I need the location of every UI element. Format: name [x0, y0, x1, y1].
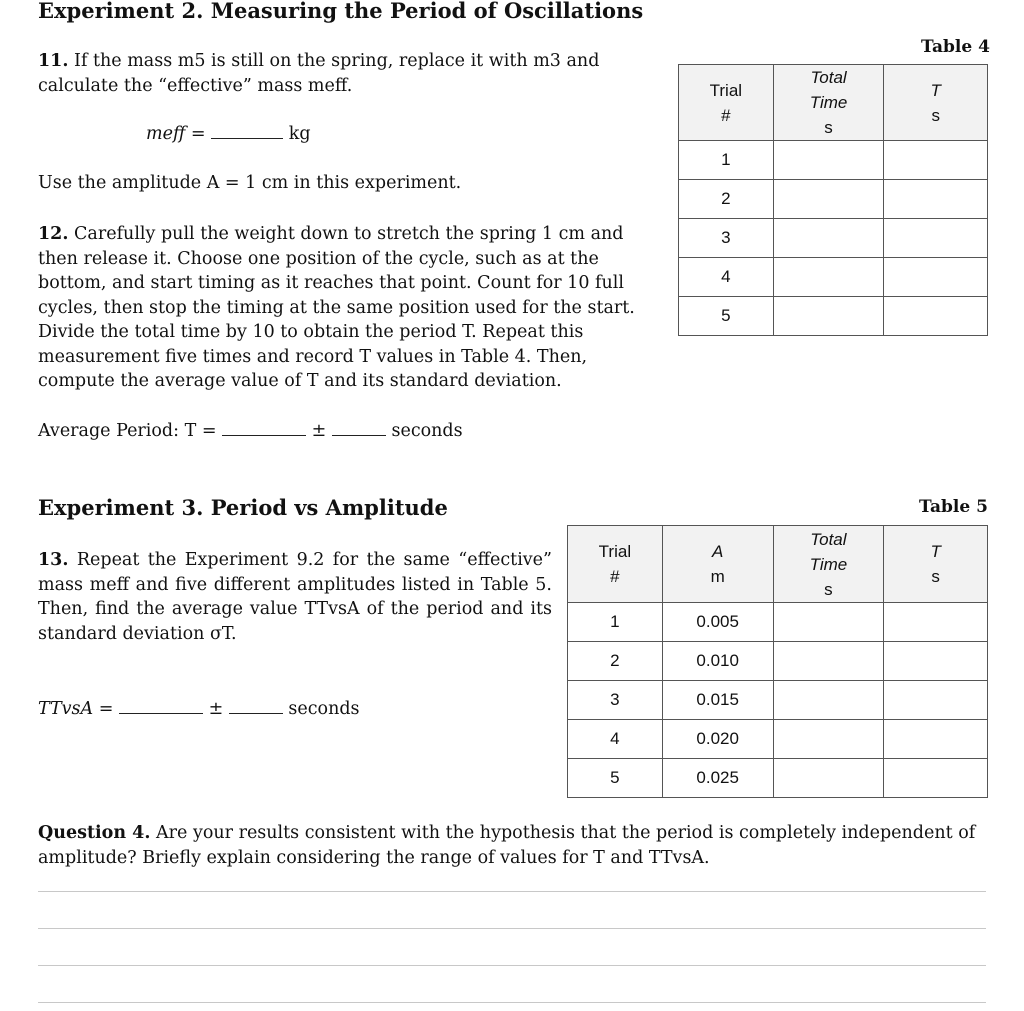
table5-total-time-cell[interactable]	[773, 681, 884, 720]
table-row	[679, 180, 988, 219]
table4-period-cell[interactable]	[884, 258, 988, 297]
table5	[567, 525, 988, 798]
answer-line[interactable]	[38, 928, 986, 929]
average-period-pm: ±	[311, 421, 327, 441]
table5-amplitude-cell: 0.010	[662, 642, 773, 681]
table5-amplitude-cell: 0.015	[662, 681, 773, 720]
table-row	[679, 258, 988, 297]
exp2-title: Experiment 2. Measuring the Period of Oscillations	[38, 0, 644, 23]
answer-line[interactable]	[38, 891, 986, 892]
table-row	[568, 642, 988, 681]
table-row	[568, 759, 988, 798]
table-row	[679, 219, 988, 258]
item-12-text: Carefully pull the weight down to stretch the spring 1 cm and then release it. Choose one position of the cycle, such as at the bottom, and start timing as it reaches that point. Count for 10 full cycles, then stop the timing at the same position used for the start. Divide the total time by 10 to obtain the period T. Repeat this measurement five times and record T values in Table 4. Then, compute the average value of T and its standard deviation.	[38, 224, 635, 391]
table4-trial-cell: 4	[679, 258, 774, 297]
table4-trial-cell: 5	[679, 297, 774, 336]
average-period-deviation-blank[interactable]	[332, 421, 386, 436]
table4-trial-cell: 2	[679, 180, 774, 219]
meff-line	[146, 124, 311, 144]
table5-total-time-cell[interactable]	[773, 759, 884, 798]
table5-trial-cell: 4	[568, 720, 663, 759]
tvsa-line	[38, 699, 360, 719]
tvsa-unit: seconds	[288, 699, 360, 719]
table4-period-cell[interactable]	[884, 141, 988, 180]
question-4	[38, 821, 998, 870]
table5-trial-cell: 3	[568, 681, 663, 720]
table4-period-cell[interactable]	[884, 180, 988, 219]
table5-header-row	[568, 526, 988, 603]
question-4-label: Question 4.	[38, 823, 151, 843]
table5-caption: Table 5	[919, 497, 988, 517]
item-13	[38, 548, 552, 646]
item-11-text: If the mass m5 is still on the spring, replace it with m3 and calculate the “effective” mass meff.	[38, 51, 600, 96]
table5-amplitude-cell: 0.025	[662, 759, 773, 798]
table5-amplitude-cell: 0.005	[662, 603, 773, 642]
table4-trial-cell: 1	[679, 141, 774, 180]
table4-period-cell[interactable]	[884, 297, 988, 336]
table4-total-time-cell[interactable]	[773, 258, 884, 297]
item-11-number: 11.	[38, 51, 69, 71]
average-period-label: Average Period: T =	[38, 421, 217, 441]
table5-period-cell[interactable]	[884, 642, 988, 681]
table4	[678, 64, 988, 336]
table4-total-time-cell[interactable]	[773, 219, 884, 258]
exp3-title: Experiment 3. Period vs Amplitude	[38, 495, 448, 520]
item-13-text: Repeat the Experiment 9.2 for the same “effective” mass meff and five different amplitudes listed in Table 5. Then, find the average value TTvsA of the period and its standard deviation σT.	[38, 550, 552, 644]
table-row	[568, 603, 988, 642]
table-row	[568, 720, 988, 759]
table5-header-trial: Trial #	[568, 526, 663, 603]
table-row	[679, 297, 988, 336]
item-11	[38, 49, 668, 98]
table5-period-cell[interactable]	[884, 720, 988, 759]
table-row	[568, 681, 988, 720]
table5-trial-cell: 1	[568, 603, 663, 642]
table5-period-cell[interactable]	[884, 681, 988, 720]
amplitude-note: Use the amplitude A = 1 cm in this experiment.	[38, 173, 462, 193]
table5-trial-cell: 5	[568, 759, 663, 798]
table4-header-period: T s	[884, 65, 988, 141]
table5-total-time-cell[interactable]	[773, 720, 884, 759]
meff-label: meff =	[146, 124, 206, 144]
item-12-number: 12.	[38, 224, 69, 244]
table5-header-period: T s	[884, 526, 988, 603]
tvsa-blank[interactable]	[119, 699, 203, 714]
table5-trial-cell: 2	[568, 642, 663, 681]
table4-caption: Table 4	[921, 37, 990, 57]
table5-header-amplitude: A m	[662, 526, 773, 603]
table4-period-cell[interactable]	[884, 219, 988, 258]
table4-total-time-cell[interactable]	[773, 141, 884, 180]
table5-amplitude-cell: 0.020	[662, 720, 773, 759]
meff-unit: kg	[288, 124, 311, 144]
question-4-text: Are your results consistent with the hypothesis that the period is completely independent of amplitude? Briefly explain considering the range of values for T and TTvsA.	[38, 823, 976, 868]
table4-trial-cell: 3	[679, 219, 774, 258]
average-period-line	[38, 421, 463, 441]
tvsa-label: TTvsA =	[38, 699, 114, 719]
table5-total-time-cell[interactable]	[773, 642, 884, 681]
table5-header-total-time: Total Time s	[773, 526, 884, 603]
tvsa-deviation-blank[interactable]	[229, 699, 283, 714]
answer-line[interactable]	[38, 965, 986, 966]
table5-total-time-cell[interactable]	[773, 603, 884, 642]
item-13-number: 13.	[38, 550, 69, 570]
meff-blank[interactable]	[211, 124, 283, 139]
table-row	[679, 141, 988, 180]
item-12	[38, 222, 668, 394]
table4-header-trial: Trial #	[679, 65, 774, 141]
table5-period-cell[interactable]	[884, 603, 988, 642]
table4-header-total-time: Total Time s	[773, 65, 884, 141]
table4-total-time-cell[interactable]	[773, 297, 884, 336]
table4-total-time-cell[interactable]	[773, 180, 884, 219]
table4-header-row	[679, 65, 988, 141]
table5-period-cell[interactable]	[884, 759, 988, 798]
average-period-blank[interactable]	[222, 421, 306, 436]
tvsa-pm: ±	[208, 699, 224, 719]
average-period-unit: seconds	[391, 421, 463, 441]
answer-line[interactable]	[38, 1002, 986, 1003]
